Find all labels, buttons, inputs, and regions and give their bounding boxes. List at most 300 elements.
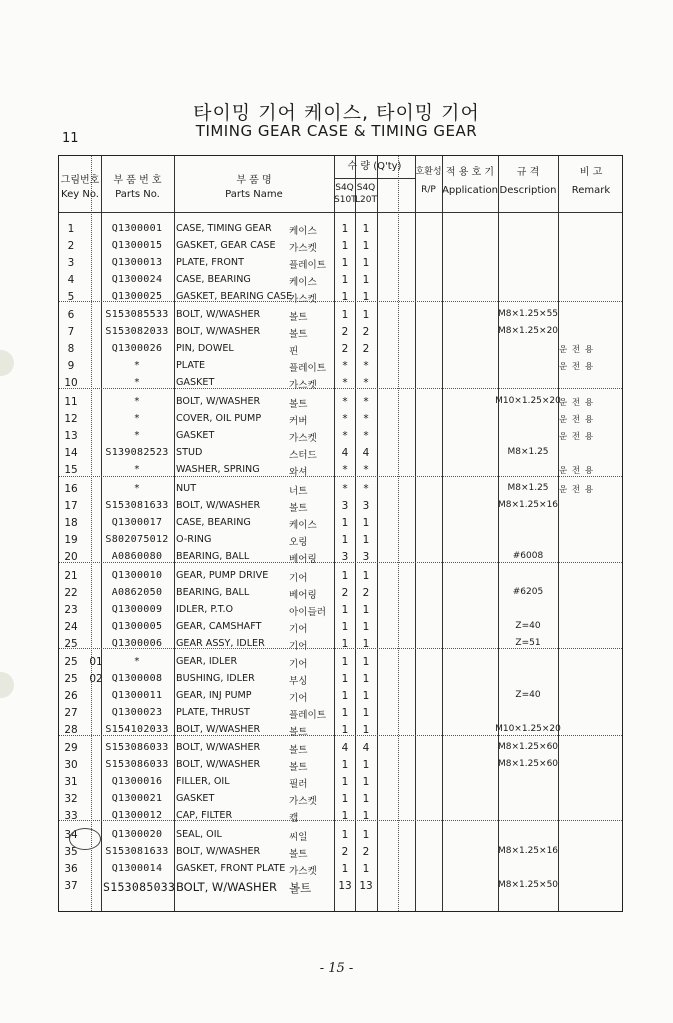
cell-q2: 1 [362, 291, 370, 304]
cell-name-en: GASKET [176, 430, 215, 442]
cell-key: 30 [64, 759, 78, 772]
cell-q2: 1 [362, 776, 370, 789]
cell-name-en: BOLT, W/WASHER [176, 309, 261, 320]
cell-key: 22 [64, 587, 78, 600]
cell-q2: 2 [362, 343, 370, 356]
cell-q1: 1 [341, 274, 349, 287]
header-parts-name: 부 품 명 Parts Name [225, 175, 283, 200]
cell-q2: * [363, 396, 369, 408]
cell-q2: * [363, 377, 369, 390]
cell-desc: M8×1.25×50 [497, 880, 559, 891]
cell-key: 25 [64, 656, 78, 668]
cell-q1: 13 [338, 880, 352, 893]
cell-name-en: GASKET, GEAR CASE [176, 240, 276, 252]
page-footer: - 15 - [319, 961, 354, 976]
cell-part: A0860080 [111, 551, 163, 563]
cell-q2: 4 [362, 742, 370, 754]
cell-name-en: GEAR, IDLER [176, 656, 238, 667]
table-row [59, 341, 624, 358]
table-row [59, 272, 624, 289]
cell-part: * [133, 360, 141, 372]
cell-part: S139082523 [105, 447, 169, 459]
cell-name-ko: 가스켓 [289, 380, 317, 392]
cell-name-ko: 케이스 [289, 520, 317, 532]
cell-desc: M8×1.25×16 [497, 500, 559, 511]
cell-name-ko: 커버 [289, 416, 308, 428]
table-row [59, 289, 624, 306]
cell-name-en: BOLT, W/WASHER [176, 846, 261, 858]
key-34-circle-mark [69, 828, 101, 850]
cell-q2: * [363, 430, 369, 443]
cell-remark: 운 전 용 [559, 466, 595, 477]
cell-name-en: IDLER, P.T.O [176, 604, 234, 616]
table-row [59, 324, 624, 341]
cell-q1: * [342, 396, 348, 408]
cell-desc: Z=51 [515, 638, 541, 649]
cell-key: 23 [64, 604, 78, 617]
cell-q2: * [363, 464, 369, 477]
table-row [59, 498, 624, 515]
cell-q2: 2 [362, 587, 370, 600]
cell-q2: 1 [362, 673, 370, 686]
cell-name-en: GEAR ASSY, IDLER [176, 638, 265, 650]
table-row [59, 411, 624, 428]
table-row [59, 740, 624, 757]
cell-name-en: GASKET [176, 793, 215, 805]
table-row [59, 532, 624, 549]
cell-q1: * [342, 430, 348, 443]
cell-remark: 운 전 용 [559, 362, 595, 373]
cell-part: Q1300025 [111, 291, 163, 303]
cell-name-en: CASE, BEARING [176, 274, 251, 286]
cell-q2: 1 [362, 793, 370, 806]
cell-key: 36 [64, 863, 78, 876]
cell-name-ko: 케이스 [289, 277, 317, 289]
table-row [59, 671, 624, 688]
cell-q2: 1 [362, 829, 370, 841]
cell-key: 33 [64, 810, 78, 823]
cell-part: Q1300017 [111, 517, 163, 529]
table-row [59, 255, 624, 272]
cell-name-ko: 기어 [289, 641, 308, 653]
cell-part: Q1300021 [111, 793, 163, 805]
cell-part: * [133, 483, 141, 494]
cell-q1: 1 [341, 759, 349, 772]
cell-q2: 1 [362, 274, 370, 287]
cell-name-ko: 기어 [289, 659, 308, 670]
cell-q1: * [342, 483, 348, 495]
table-row [59, 428, 624, 445]
cell-part: * [133, 656, 141, 667]
cell-key: 6 [67, 309, 75, 321]
cell-desc: M8×1.25×60 [497, 759, 559, 770]
cell-key: 5 [67, 291, 75, 304]
table-row [59, 445, 624, 462]
cell-name-ko: 오링 [289, 537, 308, 549]
cell-key: 35 [64, 846, 78, 859]
cell-part: S802075012 [105, 534, 169, 546]
header-rp: 호환성 R/P [415, 167, 442, 196]
cell-part: Q1300006 [111, 638, 163, 650]
parts-table [58, 155, 623, 912]
cell-part: S153085033 [103, 880, 176, 895]
cell-q1: 1 [341, 223, 349, 235]
cell-name-ko: 볼트 [289, 399, 308, 410]
cell-key: 28 [64, 724, 78, 737]
table-row [59, 808, 624, 825]
cell-name-en: BOLT, W/WASHER [176, 742, 261, 753]
table-row [59, 375, 624, 392]
table-row [59, 462, 624, 479]
cell-name-en: PLATE [176, 360, 206, 372]
cell-key: 19 [64, 534, 78, 547]
cell-remark: 운 전 용 [559, 415, 595, 426]
cell-part: S153081633 [105, 500, 169, 512]
cell-name-ko: 플레이트 [289, 260, 327, 272]
table-row [59, 722, 624, 739]
cell-key: 25 [64, 638, 78, 651]
cell-part: S153081633 [105, 846, 169, 858]
cell-desc: #6205 [512, 587, 544, 598]
cell-part: Q1300001 [111, 223, 163, 234]
cell-key: 18 [64, 517, 78, 530]
table-row [59, 221, 624, 238]
cell-name-ko: 볼트 [289, 312, 308, 323]
cell-q1: 2 [341, 326, 349, 339]
cell-name-ko: 플레이트 [289, 710, 327, 722]
cell-key: 9 [67, 360, 75, 373]
table-row [59, 774, 624, 791]
cell-name-ko: 가스켓 [289, 433, 317, 445]
cell-part: Q1300020 [111, 829, 163, 840]
cell-name-ko: 베어링 [289, 554, 317, 566]
cell-name-en: BOLT, W/WASHER [176, 500, 261, 512]
cell-q1: 3 [341, 500, 349, 513]
cell-name-en: BEARING, BALL [176, 551, 250, 563]
cell-name-en: BOLT, W/WASHER [176, 396, 261, 407]
header-qty-s10t: S4Q S10T [334, 183, 357, 206]
cell-part: * [133, 430, 141, 442]
table-row [59, 636, 624, 653]
cell-name-ko: 가스켓 [289, 866, 317, 878]
cell-name-ko: 스터드 [289, 450, 317, 462]
cell-q1: 2 [341, 343, 349, 356]
table-row [59, 844, 624, 861]
cell-name-ko: 너트 [289, 486, 308, 497]
cell-q2: 1 [362, 690, 370, 703]
cell-name-ko: 필러 [289, 779, 308, 791]
cell-part: S153082033 [105, 326, 169, 338]
cell-part: S153086033 [105, 759, 169, 771]
cell-key: 37 [64, 880, 78, 893]
cell-q2: * [363, 483, 369, 495]
cell-part: * [133, 464, 141, 476]
cell-q1: * [342, 377, 348, 390]
cell-name-ko: 볼트 [289, 503, 308, 515]
cell-sub: 01 [89, 656, 103, 668]
cell-q2: 2 [362, 846, 370, 859]
cell-name-ko: 가스켓 [289, 796, 317, 808]
cell-remark: 운 전 용 [559, 398, 595, 408]
cell-part: Q1300008 [111, 673, 163, 685]
cell-desc: M8×1.25×60 [497, 742, 559, 752]
table-row [59, 568, 624, 585]
cell-q1: 4 [341, 742, 349, 754]
cell-key: 15 [64, 464, 78, 477]
cell-part: * [133, 413, 141, 425]
cell-q1: 1 [341, 621, 349, 634]
cell-q2: 1 [362, 309, 370, 321]
cell-q2: 1 [362, 257, 370, 270]
cell-q2: 13 [359, 880, 373, 893]
table-row [59, 307, 624, 324]
cell-name-en: GEAR, CAMSHAFT [176, 621, 262, 633]
cell-name-ko: 씨일 [289, 832, 308, 843]
cell-q1: 1 [341, 309, 349, 321]
cell-key: 27 [64, 707, 78, 720]
header-quantity: 수 량 (Q'ty) [347, 161, 402, 172]
cell-q2: 4 [362, 447, 370, 460]
cell-name-ko: 와셔 [289, 467, 308, 479]
cell-name-en: GEAR, INJ PUMP [176, 690, 252, 702]
cell-q1: 3 [341, 551, 349, 564]
cell-q2: 1 [362, 240, 370, 253]
table-row [59, 688, 624, 705]
cell-name-ko: 볼트 [289, 745, 308, 756]
cell-q1: 2 [341, 587, 349, 600]
cell-key: 1 [67, 223, 75, 235]
cell-q1: 1 [341, 810, 349, 823]
cell-name-ko: 볼트 [289, 849, 308, 861]
cell-key: 16 [64, 483, 78, 495]
cell-name-en: GEAR, PUMP DRIVE [176, 570, 269, 581]
cell-key: 4 [67, 274, 75, 287]
table-row [59, 394, 624, 411]
cell-name-en: STUD [176, 447, 203, 459]
table-row [59, 654, 624, 671]
cell-q2: 1 [362, 759, 370, 772]
cell-name-en: BOLT, W/WASHER [176, 880, 277, 895]
table-row [59, 878, 624, 895]
cell-remark: 운 전 용 [559, 345, 595, 356]
cell-name-en: BOLT, W/WASHER [176, 724, 261, 736]
cell-part: S154102033 [105, 724, 169, 736]
cell-part: Q1300010 [111, 570, 163, 581]
cell-name-en: BOLT, W/WASHER [176, 326, 261, 338]
cell-q2: * [363, 413, 369, 426]
cell-key: 25 [64, 673, 78, 686]
cell-name-en: FILLER, OIL [176, 776, 230, 788]
table-row [59, 602, 624, 619]
cell-key: 31 [64, 776, 78, 789]
cell-q1: * [342, 360, 348, 373]
cell-name-ko: 볼트 [289, 762, 308, 774]
cell-q1: 2 [341, 846, 349, 859]
cell-remark: 운 전 용 [559, 432, 595, 443]
cell-name-ko: 핀 [289, 346, 299, 358]
cell-key: 29 [64, 742, 78, 754]
cell-q1: * [342, 464, 348, 477]
cell-name-ko: 기어 [289, 693, 308, 705]
cell-key: 34 [64, 829, 78, 841]
cell-q1: 1 [341, 724, 349, 737]
cell-q2: 1 [362, 638, 370, 651]
table-row [59, 791, 624, 808]
header-description: 규 격 Description [499, 167, 557, 196]
cell-part: * [133, 396, 141, 407]
cell-q1: 1 [341, 863, 349, 876]
cell-q2: 1 [362, 517, 370, 530]
header-parts-no: 부 품 번 호 Parts No. [113, 175, 162, 200]
cell-desc: M8×1.25×20 [497, 326, 559, 337]
cell-q2: 2 [362, 326, 370, 339]
cell-desc: M8×1.25×55 [497, 309, 559, 319]
table-row [59, 481, 624, 498]
cell-name-en: CAP, FILTER [176, 810, 233, 822]
table-row [59, 358, 624, 375]
cell-q2: 1 [362, 570, 370, 582]
cell-name-en: PIN, DOWEL [176, 343, 234, 355]
cell-name-en: GASKET [176, 377, 215, 389]
cell-remark: 운 전 용 [559, 485, 595, 495]
cell-q2: 1 [362, 724, 370, 737]
cell-q1: 1 [341, 793, 349, 806]
cell-name-en: PLATE, THRUST [176, 707, 250, 719]
cell-name-en: PLATE, FRONT [176, 257, 244, 269]
cell-name-ko: 부싱 [289, 676, 308, 688]
cell-key: 11 [64, 396, 78, 408]
cell-q1: 4 [341, 447, 349, 460]
cell-key: 10 [64, 377, 78, 390]
cell-key: 17 [64, 500, 78, 513]
cell-q1: * [342, 413, 348, 426]
cell-name-en: COVER, OIL PUMP [176, 413, 262, 425]
cell-name-ko: 케이스 [289, 226, 317, 237]
cell-q2: 1 [362, 534, 370, 547]
cell-desc: M10×1.25×20 [495, 396, 561, 406]
cell-name-en: CASE, TIMING GEAR [176, 223, 272, 234]
cell-part: Q1300005 [111, 621, 163, 633]
cell-part: S153085533 [105, 309, 169, 320]
cell-name-ko: 베어링 [289, 590, 317, 602]
cell-name-ko: 볼트 [289, 329, 308, 341]
cell-key: 2 [67, 240, 75, 253]
table-row [59, 827, 624, 844]
cell-part: Q1300015 [111, 240, 163, 252]
cell-key: 21 [64, 570, 78, 582]
table-row [59, 515, 624, 532]
cell-desc: Z=40 [515, 621, 541, 632]
cell-q2: * [363, 360, 369, 373]
header-remark: 비 고 Remark [571, 167, 611, 196]
cell-q1: 1 [341, 604, 349, 617]
cell-name-en: BUSHING, IDLER [176, 673, 255, 685]
cell-name-ko: 가스켓 [289, 294, 317, 306]
cell-name-en: BOLT, W/WASHER [176, 759, 261, 771]
cell-q2: 1 [362, 604, 370, 617]
cell-key: 20 [64, 551, 78, 564]
cell-part: Q1300014 [111, 863, 163, 875]
cell-name-ko: 플레이트 [289, 363, 327, 375]
cell-name-ko: 캡 [289, 813, 299, 825]
cell-key: 3 [67, 257, 75, 270]
cell-name-ko: 가스켓 [289, 243, 317, 255]
cell-name-ko: 기어 [289, 573, 308, 584]
cell-part: Q1300012 [111, 810, 163, 822]
header-key-no: 그림번호 Key No. [60, 175, 100, 200]
cell-name-ko: 볼트 [289, 727, 308, 739]
cell-q1: 1 [341, 570, 349, 582]
cell-q1: 1 [341, 707, 349, 720]
cell-q1: 1 [341, 638, 349, 651]
page-title-korean: 타이밍 기어 케이스, 타이밍 기어 [193, 102, 480, 124]
cell-part: Q1300023 [111, 707, 163, 719]
table-row [59, 757, 624, 774]
table-row [59, 238, 624, 255]
cell-name-en: O-RING [176, 534, 212, 546]
cell-part: S153086033 [105, 742, 169, 753]
cell-part: Q1300013 [111, 257, 163, 269]
cell-q1: 1 [341, 656, 349, 668]
cell-desc: Z=40 [515, 690, 541, 701]
cell-sub: 02 [89, 673, 103, 686]
cell-q1: 1 [341, 534, 349, 547]
cell-desc: M8×1.25 [507, 483, 549, 493]
cell-q1: 1 [341, 673, 349, 686]
cell-key: 12 [64, 413, 78, 426]
table-row [59, 585, 624, 602]
cell-part: A0862050 [111, 587, 163, 599]
cell-key: 32 [64, 793, 78, 806]
cell-part: Q1300024 [111, 274, 163, 286]
cell-part: Q1300011 [111, 690, 163, 702]
cell-q1: 1 [341, 690, 349, 703]
cell-part: * [133, 377, 141, 389]
cell-q2: 3 [362, 551, 370, 564]
cell-part: Q1300026 [111, 343, 163, 355]
cell-name-en: CASE, BEARING [176, 517, 251, 529]
page-title-english: TIMING GEAR CASE & TIMING GEAR [195, 122, 478, 140]
binder-hole [0, 672, 14, 698]
binder-hole [0, 350, 14, 376]
table-row [59, 619, 624, 636]
cell-q1: 1 [341, 829, 349, 841]
cell-key: 26 [64, 690, 78, 703]
cell-q1: 1 [341, 240, 349, 253]
cell-name-en: GASKET, FRONT PLATE [176, 863, 286, 875]
cell-name-en: GASKET, BEARING CASE [176, 291, 293, 303]
cell-name-en: WASHER, SPRING [176, 464, 260, 476]
cell-q2: 1 [362, 223, 370, 235]
cell-desc: M8×1.25×16 [497, 846, 559, 857]
cell-part: Q1300009 [111, 604, 163, 616]
table-row [59, 549, 624, 566]
cell-name-ko: 기어 [289, 624, 308, 636]
cell-q2: 1 [362, 707, 370, 720]
table-row [59, 705, 624, 722]
cell-q2: 1 [362, 863, 370, 876]
cell-name-en: SEAL, OIL [176, 829, 222, 840]
cell-q1: 1 [341, 517, 349, 530]
cell-q2: 1 [362, 621, 370, 634]
cell-key: 8 [67, 343, 75, 356]
cell-key: 7 [67, 326, 75, 339]
cell-key: 24 [64, 621, 78, 634]
cell-q2: 1 [362, 656, 370, 668]
cell-q1: 1 [341, 291, 349, 304]
cell-q1: 1 [341, 257, 349, 270]
cell-key: 13 [64, 430, 78, 443]
